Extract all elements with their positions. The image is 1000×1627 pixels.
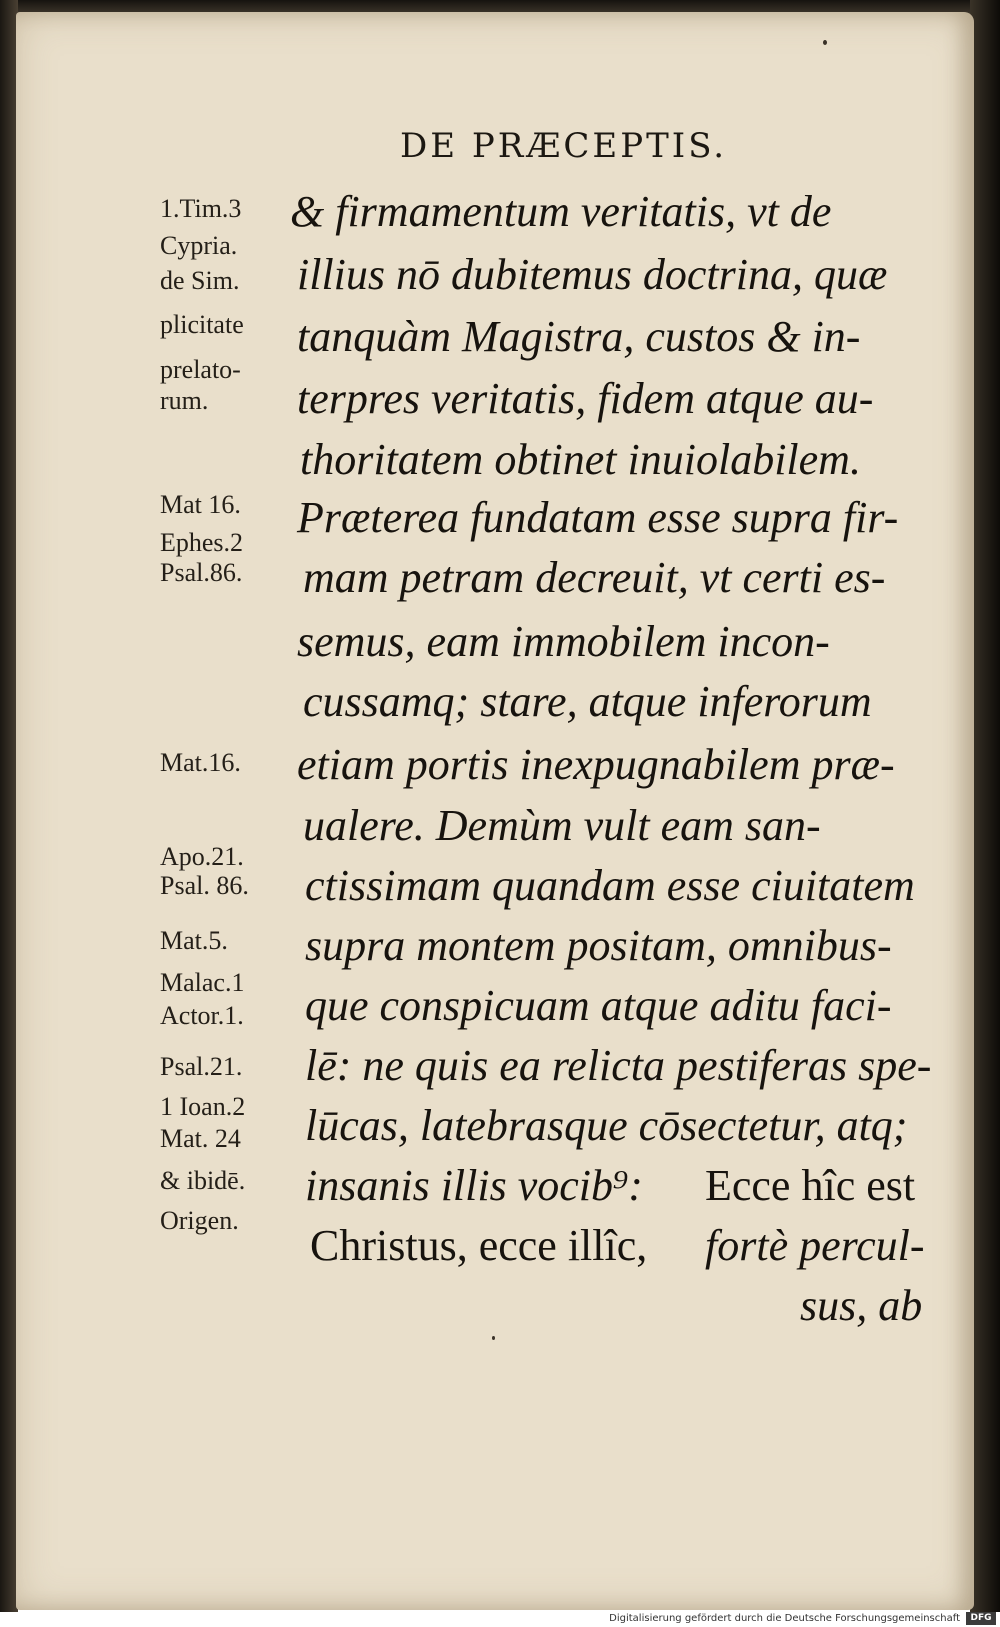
text-line: ctissimam quandam esse ciuitatem — [305, 861, 915, 910]
margin-note: 1.Tim.3 — [160, 194, 242, 223]
text-line: etiam portis inexpugnabilem præ- — [297, 740, 895, 789]
margin-note: rum. — [160, 386, 209, 415]
text-line: lūcas, latebrasque cōsectetur, atq; — [305, 1101, 908, 1150]
margin-note: Origen. — [160, 1206, 239, 1235]
running-title: DE PRÆCEPTIS. — [400, 126, 728, 166]
text-line: lē: ne quis ea relicta pestiferas spe- — [305, 1041, 932, 1090]
paper-speck — [492, 1336, 495, 1340]
margin-note: Psal.86. — [160, 558, 243, 587]
margin-note: Mat.16. — [160, 748, 241, 777]
margin-note: 1 Ioan.2 — [160, 1092, 246, 1121]
margin-note: Apo.21. — [160, 842, 244, 871]
text-line: illius nō dubitemus doctrina, quæ — [297, 250, 888, 299]
text-line: terpres veritatis, fidem atque au- — [297, 374, 874, 423]
book-edge-right — [970, 0, 1000, 1612]
dfg-logo: DFG — [966, 1612, 996, 1625]
paper-speck — [823, 40, 827, 45]
text-line: semus, eam immobilem incon- — [297, 617, 830, 666]
text-line: mam petram decreuit, vt certi es- — [303, 553, 886, 602]
digitization-credit: Digitalisierung gefördert durch die Deutsche Forschungsgemeinschaft — [609, 1613, 960, 1624]
text-line: fortè percul- — [705, 1221, 925, 1270]
margin-note: prelato- — [160, 355, 241, 384]
text-line: thoritatem obtinet inuiolabilem. — [300, 435, 861, 484]
margin-note: plicitate — [160, 310, 244, 339]
text-line: supra montem positam, omnibus- — [305, 921, 892, 970]
text-line: Christus, ecce illîc, — [310, 1221, 648, 1270]
margin-note: Mat 16. — [160, 490, 241, 519]
text-line: tanquàm Magistra, custos & in- — [297, 312, 861, 361]
text-line: Ecce hîc est — [705, 1161, 916, 1210]
margin-note: Malac.1 — [160, 968, 245, 997]
margin-note: Cypria. — [160, 231, 238, 260]
margin-note: Mat. 24 — [160, 1124, 241, 1153]
text-line: cussamq; stare, atque inferorum — [303, 677, 872, 726]
margin-note: Mat.5. — [160, 926, 228, 955]
text-line: que conspicuam atque aditu faci- — [305, 981, 892, 1030]
text-line: ualere. Demùm vult eam san- — [303, 801, 821, 850]
margin-note: Actor.1. — [160, 1001, 244, 1030]
margin-note: & ibidē. — [160, 1166, 246, 1195]
margin-note: de Sim. — [160, 266, 240, 295]
margin-note: Psal.21. — [160, 1052, 243, 1081]
text-line: sus, ab — [800, 1281, 923, 1330]
margin-note: Psal. 86. — [160, 871, 249, 900]
margin-note: Ephes.2 — [160, 528, 244, 557]
text-line: insanis illis vocib⁹: — [305, 1161, 643, 1210]
text-line: & firmamentum veritatis, vt de — [290, 187, 832, 236]
text-line: Præterea fundatam esse supra fir- — [297, 493, 899, 542]
